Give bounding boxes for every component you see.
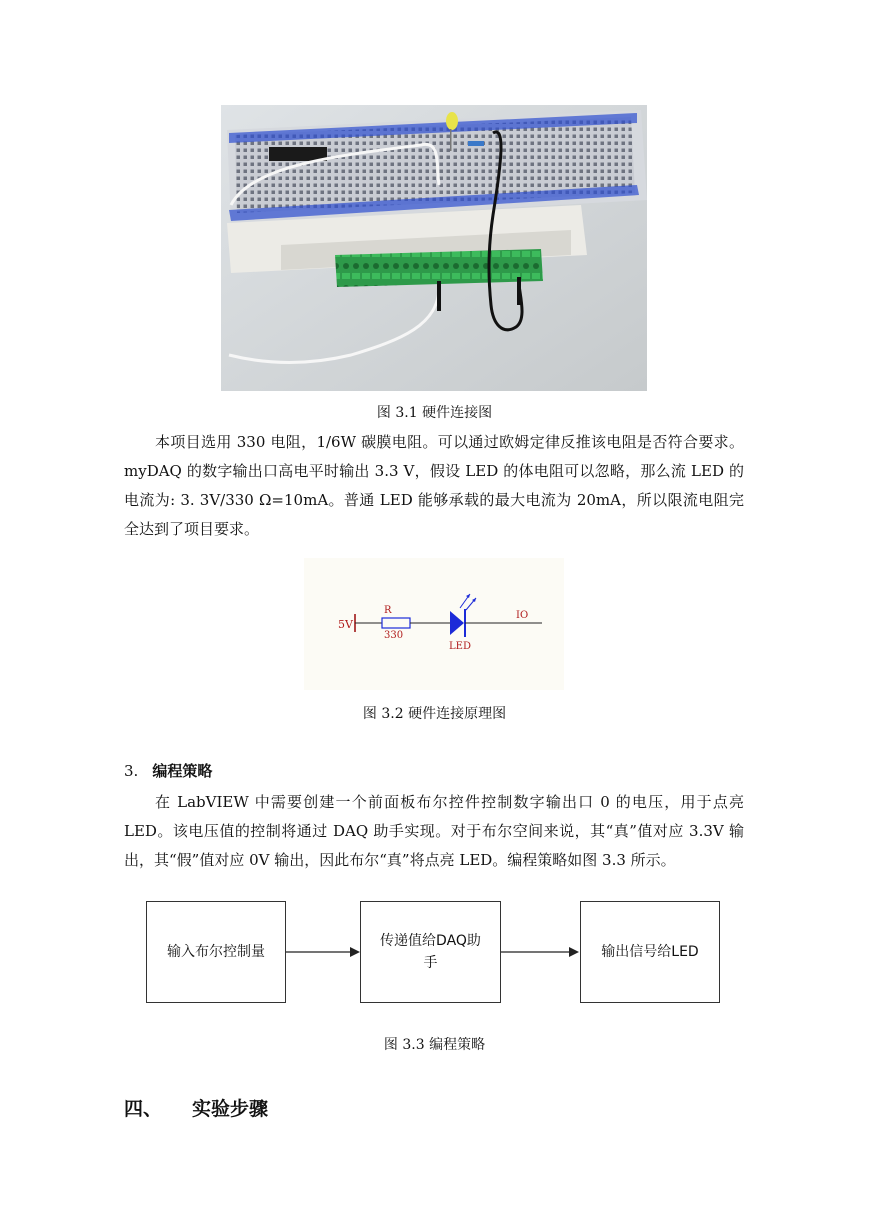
supply-label: 5V <box>338 618 353 631</box>
figure-3-3-caption: 图 3.3 编程策略 <box>383 1037 486 1053</box>
strategy-paragraph <box>124 788 744 875</box>
section-4-title: 实验步骤 <box>192 1098 269 1120</box>
section-4-number: 四、 <box>124 1098 163 1120</box>
flow-box-input-label: 输入布尔控制量 <box>167 944 265 960</box>
led-symbol <box>450 611 464 635</box>
figure-3-2-caption: 图 3.2 硬件连接原理图 <box>362 706 507 722</box>
schematic-diagram <box>304 558 564 690</box>
section-3-number: 3. <box>124 762 139 780</box>
flow-box-input <box>146 901 286 1003</box>
strategy-paragraph-text: 在 LabVIEW 中需要创建一个前面板布尔控件控制数字输出口 0 的电压，用于点亮 LED。该电压值的控制将通过 DAQ 助手实现。对于布尔空间来说，其“真”值对应 3.3V 输出，其“假”值对应 0V 输出，因此布尔“真”将点亮 LED。编程策略如图 3.3 所示。 <box>124 793 744 869</box>
flow-arrows <box>286 942 586 962</box>
flow-box-daq-label: 传递值给DAQ助手 <box>380 933 481 971</box>
led-label: LED <box>449 641 471 652</box>
io-label: IO <box>516 610 529 621</box>
section-3-title: 编程策略 <box>152 762 213 780</box>
section-4-heading <box>124 1094 268 1121</box>
resistor-symbol <box>382 618 410 628</box>
flow-box-output-label: 输出信号给LED <box>601 944 699 960</box>
hardware-photo <box>221 105 647 391</box>
resistor-paragraph <box>124 428 744 544</box>
resistor-paragraph-text: 本项目选用 330 电阻，1/6W 碳膜电阻。可以通过欧姆定律反推该电阻是否符合要求。myDAQ 的数字输出口高电平时输出 3.3 V，假设 LED 的体电阻可以忽略，那么流 LED 的电流为: 3. 3V/330 Ω=10mA。普通 LED 能够承载的最大电流为 20mA，所以限流电阻完全达到了项目要求。 <box>124 433 744 538</box>
section-3-heading <box>124 760 212 781</box>
resistor-label: R <box>384 605 392 616</box>
flow-box-output <box>580 901 720 1003</box>
resistor-value: 330 <box>384 630 404 641</box>
figure-3-1-caption: 图 3.1 硬件连接图 <box>376 405 493 421</box>
